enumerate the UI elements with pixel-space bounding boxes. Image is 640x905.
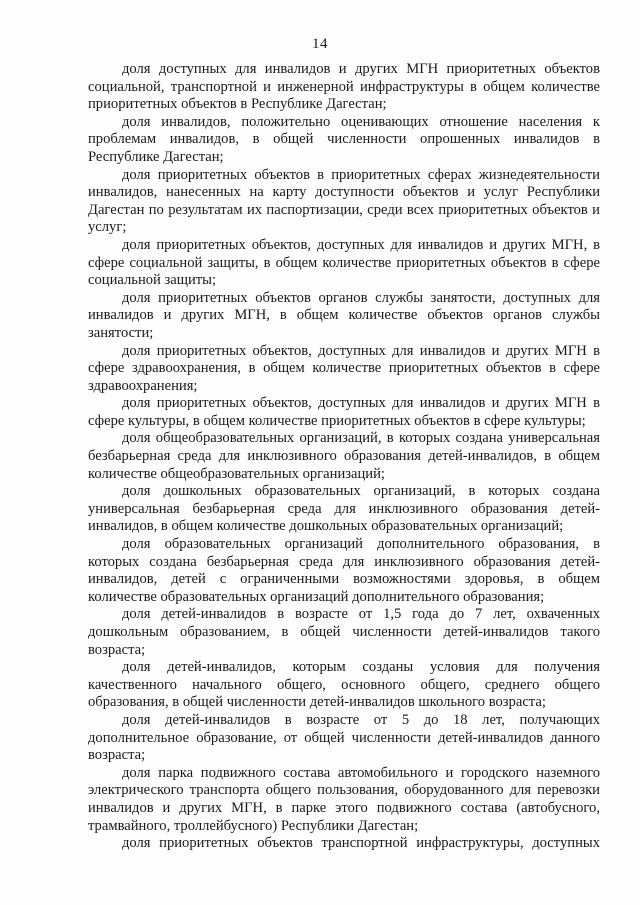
indicator-paragraph: доля общеобразовательных организаций, в которых создана универсальная безбарьерная среда для инклюзивного образования детей-инвалидов, в общем количестве общеобразовательных организаций; — [88, 430, 600, 482]
indicator-paragraph: доля парка подвижного состава автомобильного и городского наземного электрического транспорта общего пользования, оборудованного для перевозки инвалидов и других МГН, в парке этого подвижного состава (автобусного, трамвайного, троллейбусного) Республики Дагестан; — [88, 764, 600, 834]
indicator-paragraph: доля приоритетных объектов транспортной инфраструктуры, доступных — [122, 835, 600, 852]
indicator-paragraph: доля приоритетных объектов, доступных для инвалидов и других МГН в сфере культуры, в общем количестве приоритетных объектов в сфере культуры; — [88, 395, 600, 429]
indicator-paragraph: доля детей-инвалидов, которым созданы условия для получения качественного начального общего, основного общего, среднего общего образования, в общей численности детей-инвалидов школьного возраста; — [88, 659, 600, 711]
page-number: 14 — [312, 36, 328, 52]
indicator-paragraph: доля дошкольных образовательных организаций, в которых создана универсальная безбарьерная среда для инклюзивного образования детей-инвалидов, в общем количестве дошкольных образовательных организаций; — [88, 483, 600, 535]
document-body — [88, 61, 600, 853]
indicator-paragraph: доля приоритетных объектов, доступных для инвалидов и других МГН, в сфере социальной защиты, в общем количестве приоритетных объектов в сфере социальной защиты; — [88, 236, 600, 289]
indicator-paragraph: доля инвалидов, положительно оценивающих отношение населения к проблемам инвалидов, в общей численности опрошенных инвалидов в Республике Дагестан; — [88, 113, 600, 165]
indicator-paragraph: доля приоритетных объектов в приоритетных сферах жизнедеятельности инвалидов, нанесенных на карту доступности объектов и услуг Республики Дагестан по результатам их паспортизации, среди всех приоритетных объектов и услуг; — [88, 166, 600, 236]
indicator-paragraph: доля детей-инвалидов в возрасте от 1,5 года до 7 лет, охваченных дошкольным образованием, в общей численности детей-инвалидов такого возраста; — [88, 606, 600, 658]
indicator-paragraph: доля образовательных организаций дополнительного образования, в которых создана безбарьерная среда для инклюзивного образования детей-инвалидов, детей с ограниченными возможностями здоровья, в общем количестве образовательных организаций дополнительного образования; — [88, 536, 600, 605]
indicator-paragraph: доля приоритетных объектов, доступных для инвалидов и других МГН в сфере здравоохранения, в общем количестве приоритетных объектов в сфере здравоохранения; — [88, 342, 600, 394]
indicator-paragraph: доля доступных для инвалидов и других МГН приоритетных объектов социальной, транспортной и инженерной инфраструктуры в общем количестве приоритетных объектов в Республике Дагестан; — [88, 61, 600, 113]
indicator-paragraph: доля приоритетных объектов органов службы занятости, доступных для инвалидов и других МГН, в общем количестве объектов органов службы занятости; — [88, 289, 600, 341]
indicator-paragraph: доля детей-инвалидов в возрасте от 5 до 18 лет, получающих дополнительное образование, от общей численности детей-инвалидов данного возраста; — [88, 711, 600, 764]
